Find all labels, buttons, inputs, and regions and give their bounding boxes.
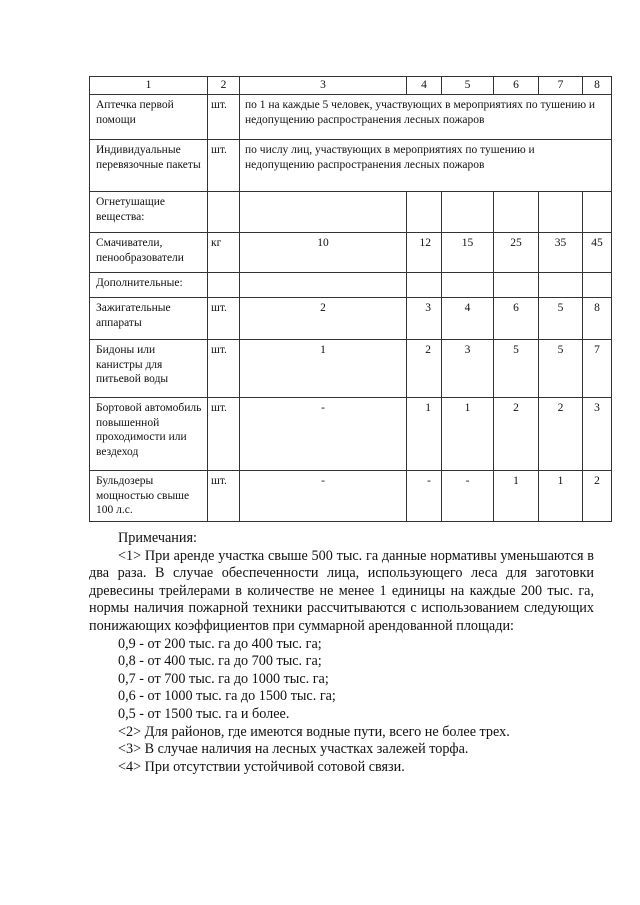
header-cell: 5 xyxy=(442,77,494,95)
item-unit: шт. xyxy=(208,471,240,522)
notes-title: Примечания: xyxy=(118,530,197,546)
item-unit xyxy=(208,273,240,298)
item-unit: кг xyxy=(208,233,240,273)
item-unit: шт. xyxy=(208,95,240,140)
item-name: Огнетушащие вещества: xyxy=(90,192,208,233)
item-name: Индивидуальные перевязочные пакеты xyxy=(90,140,208,192)
notes-section xyxy=(89,530,594,776)
item-name: Бидоны или канистры для питьевой воды xyxy=(90,340,208,398)
table-row xyxy=(90,471,612,522)
item-name: Бульдозеры мощностью свыше 100 л.с. xyxy=(90,471,208,522)
table-header-row xyxy=(90,77,612,95)
item-value: 5 xyxy=(539,340,583,398)
item-unit: шт. xyxy=(208,298,240,340)
item-value: 1 xyxy=(442,398,494,471)
table-row xyxy=(90,233,612,273)
header-cell: 6 xyxy=(494,77,539,95)
header-cell: 2 xyxy=(208,77,240,95)
item-value xyxy=(539,192,583,233)
coefficient-item: 0,5 - от 1500 тыс. га и более. xyxy=(118,705,290,722)
item-value: - xyxy=(240,398,407,471)
item-name: Дополнительные: xyxy=(90,273,208,298)
table-row xyxy=(90,192,612,233)
table-row xyxy=(90,273,612,298)
header-cell: 1 xyxy=(90,77,208,95)
item-value xyxy=(442,273,494,298)
note-4: <4> При отсутствии устойчивой сотовой связи. xyxy=(118,758,405,775)
item-value: 45 xyxy=(583,233,612,273)
item-value: - xyxy=(407,471,442,522)
item-value: 2 xyxy=(407,340,442,398)
item-value xyxy=(539,273,583,298)
item-value: 3 xyxy=(442,340,494,398)
header-cell: 8 xyxy=(583,77,612,95)
item-value: - xyxy=(442,471,494,522)
item-value xyxy=(240,192,407,233)
item-value: - xyxy=(240,471,407,522)
item-value: 5 xyxy=(494,340,539,398)
item-value: 1 xyxy=(240,340,407,398)
coefficient-item: 0,6 - от 1000 тыс. га до 1500 тыс. га; xyxy=(118,688,336,705)
item-value: 12 xyxy=(407,233,442,273)
coefficient-item: 0,9 - от 200 тыс. га до 400 тыс. га; xyxy=(118,635,322,652)
item-value: 15 xyxy=(442,233,494,273)
item-name: Смачиватели, пенообразователи xyxy=(90,233,208,273)
table-row xyxy=(90,95,612,140)
item-value: 5 xyxy=(539,298,583,340)
header-cell: 4 xyxy=(407,77,442,95)
item-value: 35 xyxy=(539,233,583,273)
item-value xyxy=(494,192,539,233)
item-value: 25 xyxy=(494,233,539,273)
item-unit: шт. xyxy=(208,398,240,471)
item-value: 1 xyxy=(539,471,583,522)
item-value xyxy=(407,273,442,298)
item-unit xyxy=(208,192,240,233)
note-1: <1> При аренде участка свыше 500 тыс. га данные нормативы уменьшаются в два раза. В случае обеспеченности лица, использующего леса для заготовки древесины трейлерами в количестве не менее 1 единицы на каждые 200 тыс. га, нормы наличия пожарной техники рассчитываются с использованием следующих понижающих коэффициентов при суммарной арендованной площади: xyxy=(89,547,594,634)
item-value xyxy=(583,273,612,298)
note-2: <2> Для районов, где имеются водные пути, всего не более трех. xyxy=(118,723,510,740)
item-value: 6 xyxy=(494,298,539,340)
item-norm-text: по 1 на каждые 5 человек, участвующих в мероприятиях по тушению и недопущению распространения лесных пожаров xyxy=(240,95,612,140)
item-value xyxy=(240,273,407,298)
item-value: 2 xyxy=(240,298,407,340)
table-row xyxy=(90,340,612,398)
item-value xyxy=(494,273,539,298)
table-row xyxy=(90,398,612,471)
item-unit: шт. xyxy=(208,340,240,398)
item-value: 3 xyxy=(583,398,612,471)
item-value: 10 xyxy=(240,233,407,273)
coefficient-item: 0,7 - от 700 тыс. га до 1000 тыс. га; xyxy=(118,670,329,687)
item-name: Зажигательные аппараты xyxy=(90,298,208,340)
item-name: Аптечка первой помощи xyxy=(90,95,208,140)
item-norm-text: по числу лиц, участвующих в мероприятиях по тушению и недопущению распространения лесных пожаров xyxy=(240,140,612,192)
item-unit: шт. xyxy=(208,140,240,192)
item-value: 2 xyxy=(539,398,583,471)
item-value xyxy=(442,192,494,233)
table-row xyxy=(90,298,612,340)
item-value xyxy=(583,192,612,233)
item-value: 3 xyxy=(407,298,442,340)
item-value: 2 xyxy=(583,471,612,522)
note-3: <3> В случае наличия на лесных участках залежей торфа. xyxy=(118,741,469,758)
item-value: 4 xyxy=(442,298,494,340)
header-cell: 3 xyxy=(240,77,407,95)
item-name: Бортовой автомобиль повышенной проходимости или вездеход xyxy=(90,398,208,471)
table-row xyxy=(90,140,612,192)
item-value: 8 xyxy=(583,298,612,340)
item-value: 1 xyxy=(494,471,539,522)
item-value: 2 xyxy=(494,398,539,471)
norms-table xyxy=(89,76,612,522)
header-cell: 7 xyxy=(539,77,583,95)
item-value: 7 xyxy=(583,340,612,398)
item-value: 1 xyxy=(407,398,442,471)
coefficient-item: 0,8 - от 400 тыс. га до 700 тыс. га; xyxy=(118,653,322,670)
item-value xyxy=(407,192,442,233)
